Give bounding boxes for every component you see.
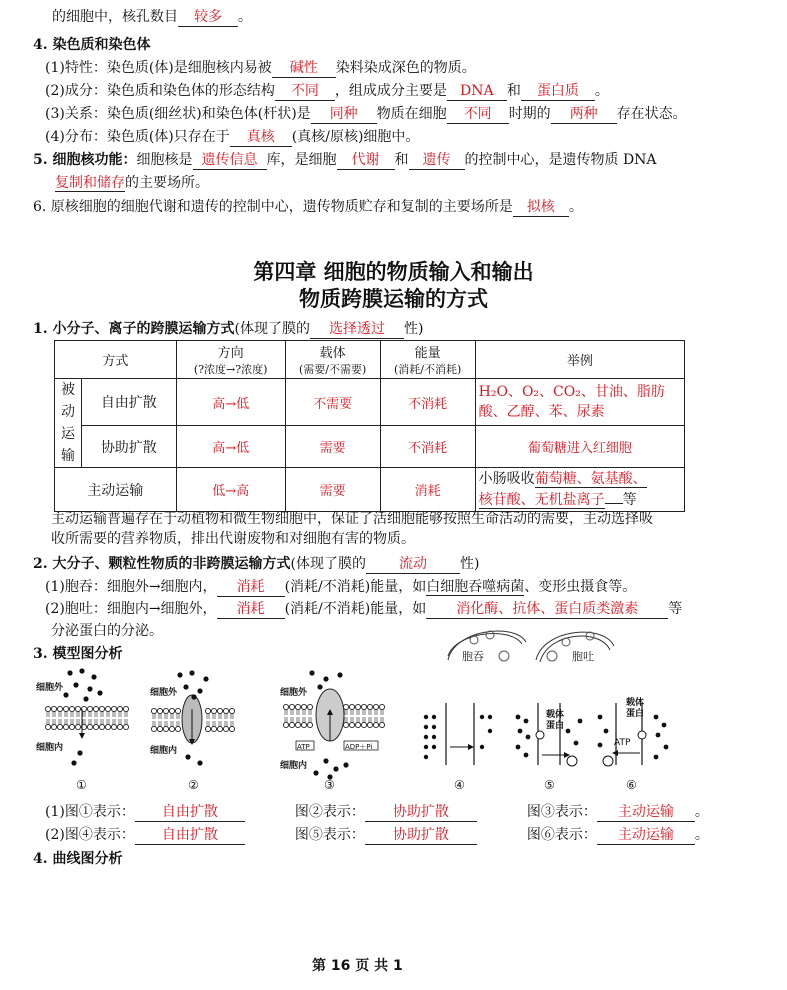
cell-direction: 低→高 (176, 468, 285, 512)
cell-carrier: 不需要 (285, 379, 380, 426)
phospholipid (283, 717, 288, 728)
phospholipid (295, 717, 300, 728)
molecule-dot (604, 729, 609, 734)
cell-example: 小肠吸收葡萄糖、氨基酸、 核苷酸、无机盐离子 等 (475, 468, 684, 512)
phospholipid (75, 719, 80, 730)
molecule-dot (313, 770, 318, 775)
cell-energy: 消耗 (380, 468, 475, 512)
phospholipid (223, 708, 228, 719)
molecule-dot (524, 753, 529, 758)
molecule-dot (79, 668, 84, 673)
phospholipid (57, 719, 62, 730)
molecule-dot (424, 725, 428, 729)
phospholipid (87, 706, 92, 717)
phospholipid (123, 719, 128, 730)
molecule-dot (424, 715, 428, 719)
molecule-dot (183, 684, 188, 689)
cell-energy: 不消耗 (380, 426, 475, 468)
phospholipid (289, 704, 294, 715)
phospholipid (69, 706, 74, 717)
cell-carrier: 需要 (285, 426, 380, 468)
row-name: 主动运输 (55, 468, 177, 512)
section-heading: 4. 染色质和染色体 (33, 37, 151, 53)
phospholipid (307, 704, 312, 715)
phospholipid (205, 708, 210, 719)
phospholipid (69, 719, 74, 730)
fig-number: ② (188, 778, 199, 792)
membrane-arc-left-inner (448, 634, 522, 656)
phospholipid (211, 721, 216, 732)
phospholipid (301, 717, 306, 728)
membrane-arc-left (448, 631, 526, 660)
molecule-dot (337, 672, 342, 677)
cell-carrier: 需要 (285, 468, 380, 512)
molecule-dot (480, 745, 484, 749)
label-inside: 细胞内 (36, 743, 64, 753)
label-outside: 细胞外 (36, 683, 64, 693)
molecule-dot (177, 672, 182, 677)
cell-energy: 不消耗 (380, 379, 475, 426)
q3-heading: 3. 模型图分析 (33, 646, 123, 662)
transport-table (54, 340, 685, 512)
molecule-dot (432, 745, 436, 749)
molecule-dot (432, 715, 436, 719)
model-diagrams (30, 665, 730, 795)
question-2: 2. 大分子、颗粒性物质的非跨膜运输方式(体现了膜的 流动 性) (33, 556, 480, 572)
carryover-line: 的细胞中，核孔数目 较多 。 (52, 9, 252, 25)
exo-label: 胞吐 (572, 650, 594, 663)
molecule-dot (432, 725, 436, 729)
q2-b-line2: 分泌蛋白的分泌。 (51, 623, 163, 639)
note-line: 收所需要的营养物质，排出代谢废物和对细胞有害的物质。 (51, 531, 415, 547)
answer: 较多 (178, 8, 238, 27)
fig-number: ④ (454, 778, 465, 792)
molecule-dot (91, 674, 96, 679)
molecule-dot (87, 686, 92, 691)
question-1: 1. 小分子、离子的跨膜运输方式(体现了膜的 选择透过 性) (33, 321, 424, 337)
molecule-dot (598, 743, 603, 748)
th-way: 方式 (55, 341, 177, 379)
phospholipid (105, 706, 110, 717)
phospholipid (99, 706, 104, 717)
q3-answers-row2: (2)图④表示： 自由扩散 图⑤表示： 协助扩散 图⑥表示： 主动运输 。 (45, 827, 709, 843)
passive-transport-label: 被动运输 (55, 379, 82, 468)
phospholipid (373, 704, 378, 715)
molecule-dot (656, 733, 661, 738)
phospholipid (105, 719, 110, 730)
molecule-dot (97, 690, 102, 695)
phospholipid (151, 708, 156, 719)
molecule-dot (654, 755, 659, 760)
phospholipid (51, 706, 56, 717)
phospholipid (217, 708, 222, 719)
molecule-dot (598, 715, 603, 720)
phospholipid (175, 721, 180, 732)
molecule-dot (424, 735, 428, 739)
endocytosis-exocytosis-figure (444, 620, 616, 666)
section-5-line1: 5. 细胞核功能：细胞核是 遗传信息 库，是细胞 代谢 和 遗传 的控制中心，是遗传物质 DNA (33, 152, 657, 168)
molecule-dot (185, 754, 190, 759)
molecule-dot (516, 715, 521, 720)
phospholipid (93, 719, 98, 730)
phospholipid (379, 717, 384, 728)
phospholipid (157, 708, 162, 719)
phospholipid (169, 721, 174, 732)
molecule-dot (654, 715, 659, 720)
phospholipid (229, 708, 234, 719)
phospholipid (75, 706, 80, 717)
molecule-dot (197, 688, 202, 693)
phospholipid (301, 704, 306, 715)
phospholipid (355, 717, 360, 728)
phospholipid (51, 719, 56, 730)
molecule-dot (63, 692, 68, 697)
cell-example: H₂O、O₂、CO₂、甘油、脂肪 酸、乙醇、苯、尿素 (475, 379, 684, 426)
cell-example: 葡萄糖进入红细胞 (475, 426, 684, 468)
adp-label: ADP＋Pi (345, 743, 373, 751)
molecule-dot (488, 729, 492, 733)
endo-label: 胞吞 (462, 650, 484, 663)
q3-answers-row1: (1)图①表示： 自由扩散 图②表示： 协助扩散 图③表示： 主动运输 。 (45, 804, 709, 820)
phospholipid (57, 706, 62, 717)
molecule-dot (524, 719, 529, 724)
item-line: (4)分布：染色质(体)只存在于 真核 (真核/原核)细胞中。 (45, 129, 420, 145)
label-outside: 细胞外 (150, 688, 178, 698)
note-line: 主动运输普遍存在于动植物和微生物细胞中，保证了活细胞能够按照生命活动的需要，主动选择吸 (51, 511, 653, 527)
molecule-dot (73, 682, 78, 687)
item-line: (3)关系：染色质(细丝状)和染色体(杆状)是 同种 物质在细胞 不同 时期的 两种 存在状态。 (45, 106, 687, 122)
q2-a: (1)胞吞：细胞外→细胞内， 消耗 (消耗/不消耗)能量，如白细胞吞噬病菌、变形虫摄食等。 (45, 579, 637, 595)
molecule-dot (203, 676, 208, 681)
phospholipid (367, 704, 372, 715)
phospholipid (211, 708, 216, 719)
phospholipid (349, 704, 354, 715)
label-inside: 细胞内 (150, 746, 178, 756)
phospholipid (87, 719, 92, 730)
molecule-dot (566, 729, 571, 734)
molecule-dot (526, 735, 531, 740)
molecule-dot (516, 745, 521, 750)
fig-number: ③ (324, 778, 335, 792)
phospholipid (361, 717, 366, 728)
atp-label: ATP (614, 738, 631, 748)
molecule-dot (480, 715, 484, 719)
molecule-dot (309, 670, 314, 675)
fig-number: ① (76, 778, 87, 792)
molecule-dot (574, 741, 579, 746)
phospholipid (355, 704, 360, 715)
chapter-title: 第四章 细胞的物质输入和输出 (253, 259, 534, 284)
molecule-dot (662, 723, 667, 728)
section-5-line2: 复制和储存的主要场所。 (55, 175, 209, 191)
phospholipid (111, 719, 116, 730)
label-outside: 细胞外 (280, 688, 308, 698)
molecule-dot (197, 760, 202, 765)
molecule-dot (333, 766, 338, 771)
fig-number: ⑥ (626, 778, 637, 792)
cell-direction: 高→低 (176, 426, 285, 468)
phospholipid (349, 717, 354, 728)
phospholipid (151, 721, 156, 732)
section-6: 6. 原核细胞的细胞代谢和遗传的控制中心，遗传物质贮存和复制的主要场所是 拟核 。 (33, 199, 583, 215)
phospholipid (163, 708, 168, 719)
row-name: 协助扩散 (82, 426, 177, 468)
phospholipid (111, 706, 116, 717)
molecule-dot (323, 676, 328, 681)
molecule-dot (424, 745, 428, 749)
phospholipid (63, 719, 68, 730)
molecule-dot (578, 719, 583, 724)
molecule-dot (83, 696, 88, 701)
molecule-dot (518, 729, 523, 734)
phospholipid (217, 721, 222, 732)
th-direction: 方向 (?浓度→?浓度) (176, 341, 285, 379)
phospholipid (123, 706, 128, 717)
phospholipid (175, 708, 180, 719)
molecule-dot (664, 745, 669, 750)
phospholipid (157, 721, 162, 732)
phospholipid (169, 708, 174, 719)
fig-number: ⑤ (544, 778, 555, 792)
molecule-dot (189, 670, 194, 675)
molecule-dot (323, 758, 328, 763)
item-line: (1)特性：染色质(体)是细胞核内易被 碱性 染料染成深色的物质。 (45, 60, 476, 76)
phospholipid (93, 706, 98, 717)
phospholipid (361, 704, 366, 715)
th-carrier: 载体 (需要/不需要) (285, 341, 380, 379)
phospholipid (117, 719, 122, 730)
carrier-label: 载体蛋白 (546, 710, 565, 731)
q2-b: (2)胞吐：细胞内→细胞外， 消耗 (消耗/不消耗)能量，如 消化酶、抗体、蛋白质类激素 等 (45, 601, 683, 617)
phospholipid (229, 721, 234, 732)
phospholipid (99, 719, 104, 730)
row-name: 自由扩散 (82, 379, 177, 426)
molecule-dot (77, 750, 82, 755)
phospholipid (379, 704, 384, 715)
cell-direction: 高→低 (176, 379, 285, 426)
phospholipid (295, 704, 300, 715)
phospholipid (163, 721, 168, 732)
carrier-label: 载体蛋白 (626, 698, 645, 719)
page-footer: 第 16 页 共 1 (312, 958, 403, 974)
phospholipid (367, 717, 372, 728)
phospholipid (373, 717, 378, 728)
molecule-dot (488, 715, 492, 719)
molecule-dot (317, 684, 322, 689)
section-title: 物质跨膜运输的方式 (299, 286, 488, 311)
phospholipid (283, 704, 288, 715)
atp-label: ATP (297, 743, 310, 751)
th-example: 举例 (475, 341, 684, 379)
label-inside: 细胞内 (280, 761, 308, 771)
molecule-dot (71, 760, 76, 765)
item-line: (2)成分：染色质和染色体的形态结构 不同 ，组成成分主要是 DNA 和 蛋白质 。 (45, 83, 609, 99)
th-energy: 能量 (消耗/不消耗) (380, 341, 475, 379)
molecule-dot (343, 762, 348, 767)
phospholipid (205, 721, 210, 732)
molecule-dot (424, 755, 428, 759)
q4-heading: 4. 曲线图分析 (33, 851, 123, 867)
molecule-dot (67, 670, 72, 675)
molecule-dot (191, 694, 196, 699)
molecule-dot (432, 735, 436, 739)
phospholipid (117, 706, 122, 717)
phospholipid (45, 706, 50, 717)
phospholipid (63, 706, 68, 717)
phospholipid (45, 719, 50, 730)
phospholipid (223, 721, 228, 732)
phospholipid (307, 717, 312, 728)
phospholipid (289, 717, 294, 728)
